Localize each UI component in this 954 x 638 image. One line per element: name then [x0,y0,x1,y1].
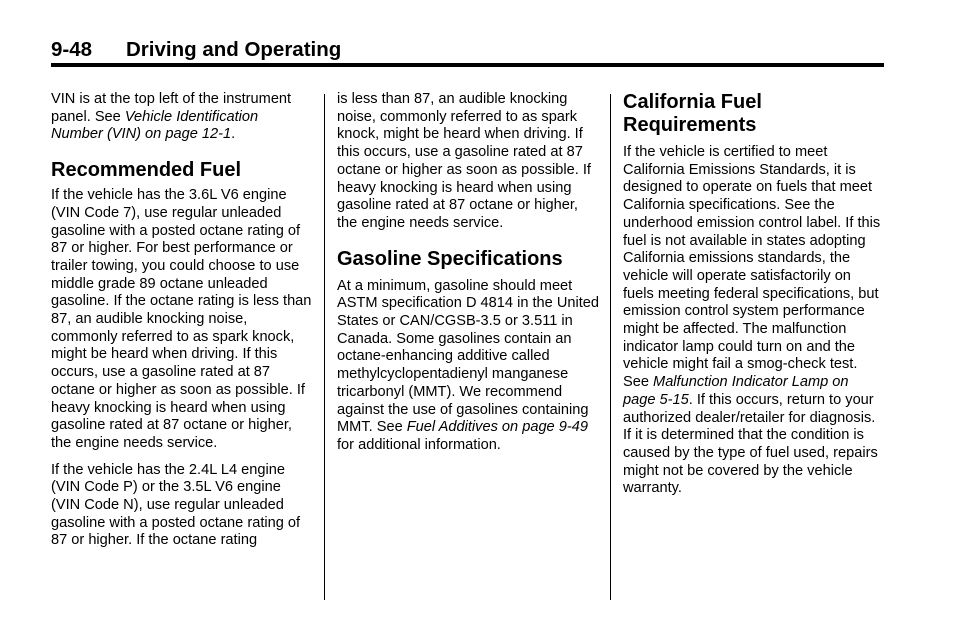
fuel-additives-link[interactable]: Fuel Additives on page 9-49 [406,419,588,436]
gasoline-spec-text: At a minimum, gasoline should meet ASTM specification D 4814 in the United States or CAN/CGSB-3.5 or 3.511 in Canada. Some gasolines contain an octane-enhancing additive called methylcyclopentadienyl manganese tricarbonyl (MMT). We recommend against the use of gasolines containing MMT. See [337,277,600,436]
gasoline-spec-text-end: for additional information. [337,436,501,453]
gasoline-specifications-paragraph [337,278,599,455]
page-header [51,38,884,66]
page-number: 9-48 [51,38,93,61]
recommended-fuel-paragraph-2: If the vehicle has the 2.4L L4 engine (VIN Code P) or the 3.5L V6 engine (VIN Code N), use regular unleaded gasoline with a posted octane rating of 87 or higher. If the octane rating [51,461,301,549]
column-divider-1 [324,94,325,600]
column-middle [337,91,599,455]
vin-text: VIN is at the top left of the instrument panel. See [51,91,292,125]
recommended-fuel-paragraph-1: If the vehicle has the 3.6L V6 engine (VIN Code 7), use regular unleaded gasoline with a posted octane rating of 87 or higher. For best performance or trailer towing, you could choose to use middle grade 89 octane unleaded gasoline. If the octane rating is less than 87, an audible knocking noise, commonly referred to as spark knock, might be heard when driving. If this occurs, use a gasoline rated at 87 octane or higher as soon as possible. If heavy knocking is heard when using gasoline rated at 87 octane or higher, the engine needs service. [51,187,312,451]
california-fuel-heading: California Fuel Requirements [623,91,762,136]
column-divider-2 [610,94,611,600]
california-text: If the vehicle is certified to meet California Emissions Standards, it is designed to operate on fuels that meet California specifications. See the underhood emission control label. If this fuel is not available in states adopting California emissions standards, the vehicle will operate satisfactorily on fuels meeting federal specifications, but emission control system performance might be affected. The malfunction indicator lamp could turn on and the vehicle might fail a smog-check test. See [623,144,881,391]
california-fuel-paragraph [623,144,885,498]
recommended-fuel-heading: Recommended Fuel [51,159,242,182]
column-left [51,91,313,550]
gasoline-specifications-heading: Gasoline Specifications [337,247,563,270]
chapter-title: Driving and Operating [126,38,342,61]
vin-text-end: . [231,126,236,143]
vin-location-paragraph [51,91,313,144]
column-right [623,91,885,498]
vin-cross-reference-link[interactable]: Vehicle Identification Number (VIN) on page 12-1 [51,108,259,143]
malfunction-indicator-link[interactable]: Malfunction Indicator Lamp on page 5-15 [623,374,849,408]
recommended-fuel-continued: is less than 87, an audible knocking noise, commonly referred to as spark knock, might be heard when driving. If this occurs, use a gasoline rated at 87 octane or higher as soon as possible. If heavy knocking is heard when using gasoline rated at 87 octane or higher, the engine needs service. [337,91,591,231]
header-rule [51,63,884,67]
california-text-end: . If this occurs, return to your authorized dealer/retailer for diagnosis. If it is determined that the condition is caused by the type of fuel used, repairs might not be covered by the vehicle warranty. [623,391,878,497]
